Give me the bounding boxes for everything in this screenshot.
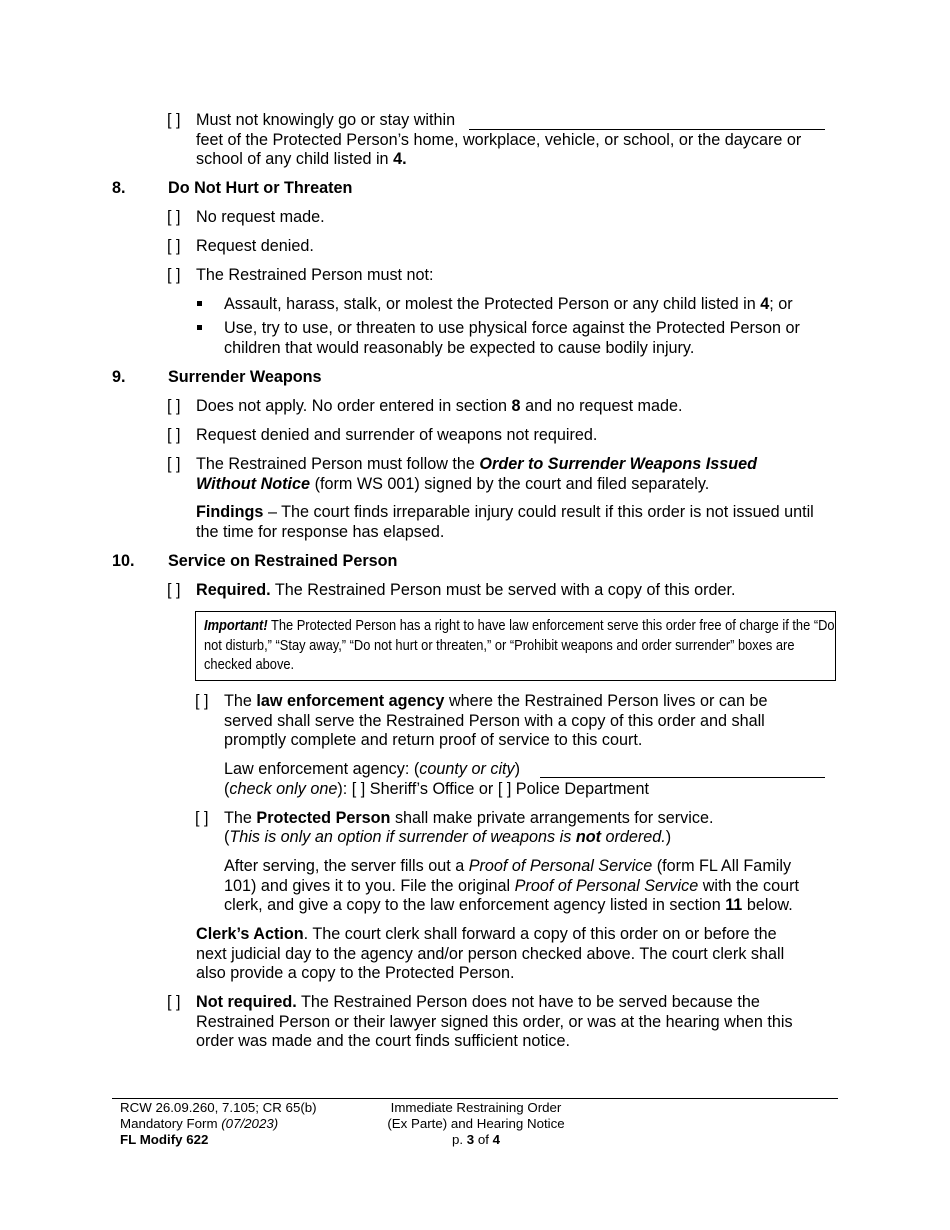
pp-line1: The Protected Person shall make private arrangements for service. — [224, 809, 714, 827]
opt-8-must-not: The Restrained Person must not: — [196, 266, 434, 284]
findings-line2: the time for response has elapsed. — [196, 523, 445, 541]
footer-divider — [112, 1098, 838, 1099]
le-line2: served shall serve the Restrained Person with a copy of this order and shall — [224, 712, 765, 730]
after-line3: clerk, and give a copy to the law enforcement agency listed in section 11 below. — [224, 896, 793, 914]
checkbox-intro-distance[interactable]: [ ] — [167, 111, 181, 129]
checkbox-9-surrender[interactable]: [ ] — [167, 455, 181, 473]
page-number: p. 3 of 4 — [451, 1132, 501, 1147]
opt-9-not-apply: Does not apply. No order entered in section 8 and no request made. — [196, 397, 683, 415]
important-notice-box: Important! The Protected Person has a right to have law enforcement serve this order free of charge if the “Do not disturb,” “Stay away,” “Do not hurt or threaten,” or “Prohibit weapons and order surrender” boxes are checked above. — [195, 611, 836, 681]
checkbox-10-protected-person[interactable]: [ ] — [195, 809, 209, 827]
le-line3: promptly complete and return proof of service to this court. — [224, 731, 643, 749]
findings-line1: Findings – The court finds irreparable injury could result if this order is not issued until — [196, 503, 814, 521]
notreq-line2: Restrained Person or their lawyer signed this order, or was at the hearing when this — [196, 1013, 793, 1031]
checkbox-10-law-enforcement[interactable]: [ ] — [195, 692, 209, 710]
bullet-icon — [197, 301, 202, 306]
bullet-8-2-line1: Use, try to use, or threaten to use physical force against the Protected Person or — [224, 319, 800, 337]
notreq-line1: Not required. The Restrained Person does not have to be served because the — [196, 993, 760, 1011]
checkbox-10-not-required[interactable]: [ ] — [167, 993, 181, 1011]
after-line2: 101) and gives it to you. File the original Proof of Personal Service with the court — [224, 877, 799, 895]
clerk-line1: Clerk’s Action. The court clerk shall forward a copy of this order on or before the — [196, 925, 777, 943]
opt-10-required: Required. The Restrained Person must be served with a copy of this order. — [196, 581, 736, 599]
section-9-number: 9. — [112, 368, 126, 386]
agency-fill-line[interactable] — [540, 777, 825, 778]
intro-line-1: Must not knowingly go or stay within — [196, 111, 456, 129]
after-line1: After serving, the server fills out a Proof of Personal Service (form FL All Family — [224, 857, 792, 875]
footer-center: Immediate Restraining Order (Ex Parte) and Hearing Notice p. 3 of 4 — [366, 1100, 586, 1148]
bullet-icon — [197, 325, 202, 330]
checkbox-8-no-request[interactable]: [ ] — [167, 208, 181, 226]
checkbox-10-required[interactable]: [ ] — [167, 581, 181, 599]
distance-fill-line[interactable] — [469, 129, 825, 130]
checkbox-8-denied[interactable]: [ ] — [167, 237, 181, 255]
section-8-title: Do Not Hurt or Threaten — [168, 179, 353, 197]
le-line1: The law enforcement agency where the Restrained Person lives or can be — [224, 692, 768, 710]
pp-note: (This is only an option if surrender of weapons is not ordered.) — [224, 828, 672, 846]
intro-line-3: school of any child listed in 4. — [196, 150, 407, 168]
opt-9-surrender-line2: Without Notice (form WS 001) signed by the court and filed separately. — [196, 475, 710, 493]
intro-line-2: feet of the Protected Person’s home, workplace, vehicle, or school, or the daycare or — [196, 131, 802, 149]
checkbox-9-not-apply[interactable]: [ ] — [167, 397, 181, 415]
opt-8-no-request: No request made. — [196, 208, 325, 226]
clerk-line2: next judicial day to the agency and/or person checked above. The court clerk shall — [196, 945, 785, 963]
checkbox-9-denied[interactable]: [ ] — [167, 426, 181, 444]
agency-check-line: (check only one): [ ] Sheriff’s Office or [ ] Police Department — [224, 780, 649, 798]
section-9-title: Surrender Weapons — [168, 368, 322, 386]
footer-left: RCW 26.09.260, 7.105; CR 65(b) Mandatory Form (07/2023) FL Modify 622 — [120, 1100, 317, 1147]
opt-9-denied: Request denied and surrender of weapons not required. — [196, 426, 598, 444]
checkbox-8-must-not[interactable]: [ ] — [167, 266, 181, 284]
bullet-8-2-line2: children that would reasonably be expected to cause bodily injury. — [224, 339, 695, 357]
clerk-line3: also provide a copy to the Protected Person. — [196, 964, 515, 982]
section-8-number: 8. — [112, 179, 126, 197]
bullet-8-1: Assault, harass, stalk, or molest the Protected Person or any child listed in 4; or — [224, 295, 793, 313]
notreq-line3: order was made and the court finds sufficient notice. — [196, 1032, 571, 1050]
opt-9-surrender-line1: The Restrained Person must follow the Order to Surrender Weapons Issued — [196, 455, 758, 473]
opt-8-denied: Request denied. — [196, 237, 314, 255]
agency-label: Law enforcement agency: (county or city) — [224, 760, 521, 778]
section-10-number: 10. — [112, 552, 135, 570]
section-10-title: Service on Restrained Person — [168, 552, 398, 570]
